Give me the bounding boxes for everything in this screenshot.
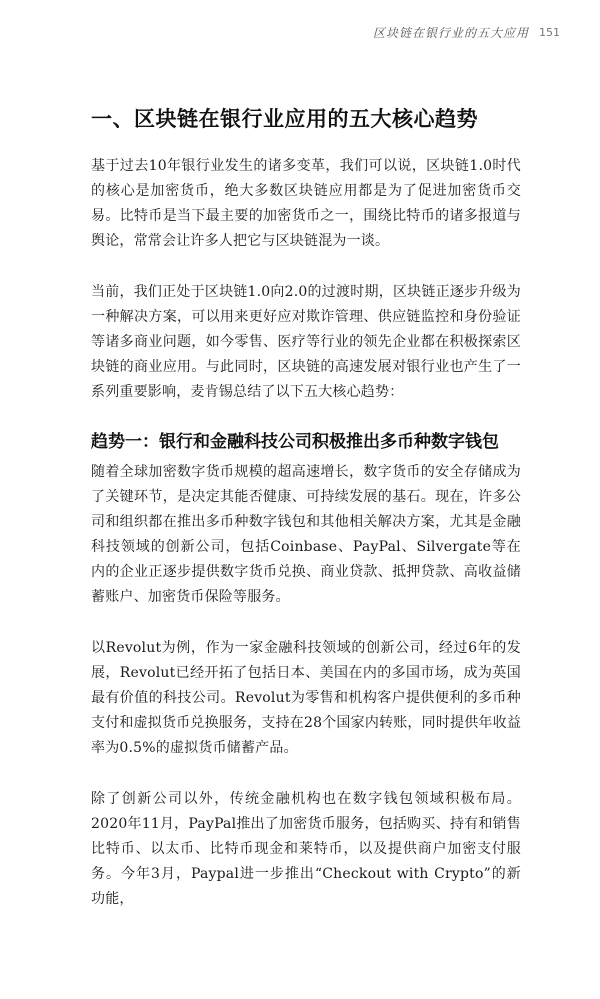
paragraph: 基于过去10年银行业发生的诸多变革，我们可以说，区块链1.0时代的核心是加密货币，绝大多数区块链应用都是为了促进加密货币交易。比特币是当下最主要的加密货币之一，围绕比特币的诸多报道与舆论，常常会让许多人把它与区块链混为一谈。	[91, 158, 521, 249]
running-header	[373, 24, 560, 41]
paragraph: 当前，我们正处于区块链1.0向2.0的过渡时期，区块链正逐步升级为一种解决方案，可以用来更好应对欺诈管理、供应链监控和身份验证等诸多商业问题，如今零售、医疗等行业的领先企业都在积极探索区块链的商业应用。与此同时，区块链的高速发展对银行业也产生了一系列重要影响，麦肯锡总结了以下五大核心趋势：	[91, 284, 521, 400]
running-title: 区块链在银行业的五大应用	[372, 26, 529, 40]
page-body	[91, 103, 521, 938]
trend-title: 趋势一：银行和金融科技公司积极推出多币种数字钱包	[91, 432, 499, 452]
section-title: 一、区块链在银行业应用的五大核心趋势	[91, 107, 478, 131]
paragraph: 除了创新公司以外，传统金融机构也在数字钱包领域积极布局。2020年11月，PayPal推出了加密货币服务，包括购买、持有和销售比特币、以太币、比特币现金和莱特币，以及提供商户加密支付服务。今年3月，Paypal进一步推出“Checkout with Crypto”的新功能，	[91, 791, 521, 907]
paragraph: 以Revolut为例，作为一家金融科技领域的创新公司，经过6年的发展，Revolut已经开拓了包括日本、美国在内的多国市场，成为英国最有价值的科技公司。Revolut为零售和机构客户提供便利的多币种支付和虚拟货币兑换服务，支持在28个国家内转账，同时提供年收益率为0.5%的虚拟货币储蓄产品。	[91, 640, 522, 756]
paragraph: 随着全球加密数字货币规模的超高速增长，数字货币的安全存储成为了关键环节，是决定其能否健康、可持续发展的基石。现在，许多公司和组织都在推出多币种数字钱包和其他相关解决方案，尤其是金融科技领域的创新公司，包括Coinbase、PayPal、Silvergate等在内的企业正逐步提供数字货币兑换、商业贷款、抵押贷款、高收益储蓄账户、加密货币保险等服务。	[91, 464, 521, 605]
page-number: 151	[539, 26, 560, 39]
